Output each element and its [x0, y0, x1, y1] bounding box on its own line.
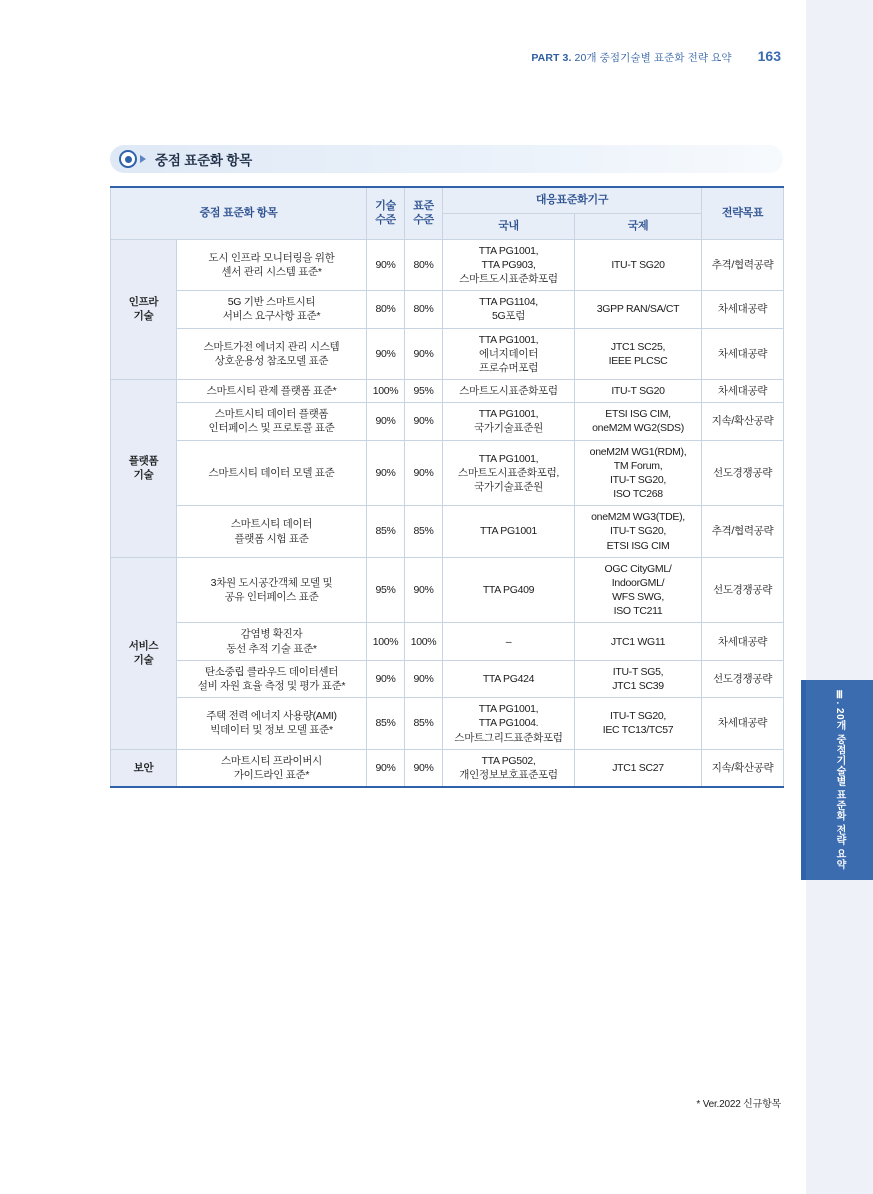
row-tech-level: 85%	[367, 506, 405, 558]
row-org-international	[575, 328, 702, 380]
org-line: ETSI ISG CIM	[606, 539, 670, 552]
row-item-name-line2: 센서 관리 시스템 표준*	[221, 265, 322, 278]
row-org-domestic	[443, 440, 575, 506]
org-line: ITU-T SG20,	[610, 710, 667, 723]
row-item-name-line1: 스마트시티 프라이버시	[220, 754, 323, 767]
side-tab-label: Ⅲ. 20개 중점기술별 표준화 전략 요약	[834, 690, 845, 870]
org-line: 스마트도시표준화포럼	[459, 385, 558, 398]
row-std-level: 80%	[405, 239, 443, 291]
row-org-international	[575, 623, 702, 660]
table-row	[111, 506, 784, 558]
row-item-name-line2: 설비 자원 효율 측정 및 평가 표준*	[197, 679, 346, 692]
org-line: JTC1 SC39	[612, 679, 664, 692]
row-group-label-line1: 서비스	[128, 640, 159, 653]
org-line: oneM2M WG2(SDS)	[592, 422, 684, 435]
row-tech-level: 90%	[367, 328, 405, 380]
row-org-domestic	[443, 380, 575, 403]
row-org-domestic	[443, 660, 575, 697]
row-std-level: 85%	[405, 698, 443, 750]
row-strategy-goal: 선도경쟁공략	[702, 440, 784, 506]
org-line: TTA PG424	[482, 672, 535, 685]
row-std-level: 80%	[405, 291, 443, 328]
row-org-international	[575, 440, 702, 506]
row-item-name	[177, 749, 367, 787]
header-item: 중점 표준화 항목	[111, 187, 367, 239]
row-std-level: 85%	[405, 506, 443, 558]
row-item-name	[177, 291, 367, 328]
row-tech-level: 90%	[367, 440, 405, 506]
row-org-domestic	[443, 506, 575, 558]
header-tech-level	[367, 187, 405, 239]
org-line: OGC CityGML/	[604, 562, 672, 575]
row-strategy-goal: 선도경쟁공략	[702, 557, 784, 623]
table-row	[111, 557, 784, 623]
row-org-domestic	[443, 291, 575, 328]
row-item-name-line1: 스마트시티 관제 플랫폼 표준*	[206, 385, 337, 398]
arrow-right-icon	[140, 155, 146, 163]
row-org-domestic	[443, 749, 575, 787]
row-item-name	[177, 623, 367, 660]
org-line: 스마트그리드표준화포럼	[454, 731, 563, 744]
row-item-name-line1: 감염병 확진자	[240, 628, 303, 641]
row-org-international	[575, 403, 702, 440]
org-line: oneM2M WG1(RDM),	[589, 445, 687, 458]
row-item-name	[177, 698, 367, 750]
row-org-international	[575, 380, 702, 403]
table-head	[111, 187, 784, 239]
org-line: 스마트도시표준화포럼	[459, 273, 558, 286]
table-row	[111, 698, 784, 750]
row-tech-level: 90%	[367, 749, 405, 787]
row-tech-level: 100%	[367, 380, 405, 403]
header-tech-level-line2: 수준	[375, 214, 396, 227]
row-item-name-line1: 도시 인프라 모니터링을 위한	[208, 251, 335, 264]
row-group-label-line1: 플랫폼	[128, 455, 159, 468]
org-line: ITU-T SG20	[611, 385, 665, 398]
org-line: TTA PG1001,	[478, 703, 539, 716]
row-group-label-line2: 기술	[133, 469, 154, 482]
org-line: ITU-T SG20	[611, 258, 665, 271]
row-item-name-line1: 주택 전력 에너지 사용량(AMI)	[206, 710, 337, 723]
row-org-international	[575, 506, 702, 558]
row-std-level: 90%	[405, 749, 443, 787]
row-std-level: 90%	[405, 328, 443, 380]
row-item-name-line2: 인터페이스 및 프로토콜 표준	[208, 422, 335, 435]
row-group-label-line2: 기술	[133, 654, 154, 667]
row-strategy-goal: 차세대공략	[702, 623, 784, 660]
header-goal: 전략목표	[702, 187, 784, 239]
row-group-label-line2: 기술	[133, 310, 154, 323]
row-item-name-line1: 스마트시티 데이터 플랫폼	[214, 408, 329, 421]
section-title: 중점 표준화 항목	[155, 153, 252, 168]
row-item-name-line2: 빅데이터 및 정보 모델 표준*	[210, 724, 333, 737]
row-item-name	[177, 328, 367, 380]
org-line: ETSI ISG CIM,	[605, 408, 671, 421]
row-item-name-line1: 스마트시티 데이터	[230, 518, 313, 531]
section-title-bar	[110, 145, 783, 173]
org-line: IEEE PLCSC	[608, 354, 668, 367]
row-item-name	[177, 403, 367, 440]
side-tab-marker	[806, 680, 873, 880]
bullet-circle-icon	[119, 150, 137, 168]
header-breadcrumb-text: 20개 중점기술별 표준화 전략 요약	[574, 52, 732, 64]
row-strategy-goal: 차세대공략	[702, 328, 784, 380]
row-item-name-line1: 스마트시티 데이터 모델 표준	[208, 466, 335, 479]
row-strategy-goal: 지속/확산공략	[702, 403, 784, 440]
page-number: 163	[757, 48, 781, 64]
row-org-international	[575, 660, 702, 697]
org-line: ITU-T SG20,	[610, 525, 667, 538]
table-row	[111, 440, 784, 506]
org-line: IndoorGML/	[611, 576, 665, 589]
row-strategy-goal: 선도경쟁공략	[702, 660, 784, 697]
org-line: 에너지데이터	[478, 347, 539, 360]
header-org-domestic: 국내	[443, 213, 575, 239]
row-org-international	[575, 239, 702, 291]
standardization-items-table	[110, 186, 784, 788]
row-tech-level: 95%	[367, 557, 405, 623]
row-org-domestic	[443, 403, 575, 440]
org-line: 프로슈머포럼	[478, 361, 539, 374]
row-strategy-goal: 지속/확산공략	[702, 749, 784, 787]
org-line: 개인정보보호표준포럼	[459, 768, 558, 781]
row-group-label	[111, 239, 177, 379]
header-part-label: PART 3.	[531, 52, 572, 64]
org-line: 3GPP RAN/SA/CT	[596, 303, 680, 316]
org-line: 스마트도시표준화포럼,	[457, 466, 560, 479]
row-strategy-goal: 추격/협력공략	[702, 239, 784, 291]
row-item-name	[177, 239, 367, 291]
org-line: TTA PG1001,	[478, 244, 539, 257]
org-line: TTA PG1004.	[478, 717, 539, 730]
row-group-label	[111, 380, 177, 558]
row-tech-level: 85%	[367, 698, 405, 750]
org-line: JTC1 WG11	[610, 635, 666, 648]
header-breadcrumb	[531, 50, 731, 65]
org-line: TTA PG1001,	[478, 333, 539, 346]
table-row	[111, 291, 784, 328]
header-org-international: 국제	[575, 213, 702, 239]
row-std-level: 100%	[405, 623, 443, 660]
row-org-domestic	[443, 557, 575, 623]
table-row	[111, 660, 784, 697]
row-tech-level: 80%	[367, 291, 405, 328]
row-item-name-line1: 3차원 도시공간객체 모델 및	[210, 576, 333, 589]
table-row	[111, 623, 784, 660]
org-line: ITU-T SG5,	[612, 665, 664, 678]
org-line: ISO TC268	[613, 488, 663, 501]
row-org-international	[575, 557, 702, 623]
row-org-international	[575, 291, 702, 328]
org-line: –	[505, 635, 512, 648]
row-item-name	[177, 506, 367, 558]
org-line: IEC TC13/TC57	[602, 724, 674, 737]
row-strategy-goal: 차세대공략	[702, 291, 784, 328]
table-row	[111, 380, 784, 403]
org-line: JTC1 SC25,	[610, 340, 666, 353]
org-line: ISO TC211	[613, 605, 663, 618]
org-line: TTA PG1104,	[479, 296, 538, 309]
org-line: oneM2M WG3(TDE),	[591, 511, 685, 524]
header-std-level-line2: 수준	[413, 214, 434, 227]
org-line: 국가기술표준원	[474, 422, 543, 435]
org-line: 5G포럼	[491, 310, 526, 323]
table-row	[111, 239, 784, 291]
row-item-name-line2: 플랫폼 시험 표준	[234, 532, 309, 545]
row-std-level: 90%	[405, 557, 443, 623]
row-item-name-line1: 탄소중립 클라우드 데이터센터	[204, 665, 339, 678]
row-std-level: 90%	[405, 403, 443, 440]
org-line: TTA PG1001,	[478, 408, 539, 421]
row-std-level: 90%	[405, 660, 443, 697]
header-org-group: 대응표준화기구	[443, 187, 702, 213]
org-line: ITU-T SG20,	[610, 473, 667, 486]
row-item-name-line2: 동선 추적 기술 표준*	[226, 642, 317, 655]
row-std-level: 95%	[405, 380, 443, 403]
org-line: TM Forum,	[613, 459, 663, 472]
footnote: * Ver.2022 신규항목	[696, 1099, 781, 1110]
row-tech-level: 100%	[367, 623, 405, 660]
table-row	[111, 328, 784, 380]
row-item-name-line1: 스마트가전 에너지 관리 시스템	[203, 340, 340, 353]
row-item-name	[177, 557, 367, 623]
header-std-level-line1: 표준	[413, 199, 434, 212]
row-org-domestic	[443, 328, 575, 380]
row-org-domestic	[443, 239, 575, 291]
row-item-name-line1: 5G 기반 스마트시티	[227, 296, 316, 309]
row-group-label	[111, 557, 177, 749]
row-item-name	[177, 440, 367, 506]
row-item-name	[177, 380, 367, 403]
org-line: TTA PG1001	[480, 525, 537, 538]
row-strategy-goal: 차세대공략	[702, 698, 784, 750]
row-std-level: 90%	[405, 440, 443, 506]
org-line: TTA PG502,	[481, 754, 536, 767]
row-group-label-line1: 인프라	[128, 296, 159, 309]
row-org-international	[575, 749, 702, 787]
row-item-name	[177, 660, 367, 697]
row-strategy-goal: 차세대공략	[702, 380, 784, 403]
org-line: TTA PG1001,	[478, 452, 539, 465]
row-org-international	[575, 698, 702, 750]
row-item-name-line2: 서비스 요구사항 표준*	[222, 310, 321, 323]
page-header	[531, 48, 781, 65]
table-row	[111, 403, 784, 440]
row-org-domestic	[443, 623, 575, 660]
row-group-label-line1: 보안	[133, 761, 154, 774]
table-header-row-1	[111, 187, 784, 213]
org-line: WFS SWG,	[612, 591, 664, 604]
row-item-name-line2: 상호운용성 참조모델 표준	[214, 354, 329, 367]
org-line: TTA PG409	[482, 584, 535, 597]
org-line: 국가기술표준원	[474, 481, 543, 493]
row-tech-level: 90%	[367, 239, 405, 291]
table-row	[111, 749, 784, 787]
table-body	[111, 239, 784, 787]
row-strategy-goal: 추격/협력공략	[702, 506, 784, 558]
org-line: JTC1 SC27	[612, 761, 664, 774]
header-tech-level-line1: 기술	[375, 199, 396, 212]
row-item-name-line2: 가이드라인 표준*	[233, 768, 310, 781]
row-org-domestic	[443, 698, 575, 750]
row-item-name-line2: 공유 인터페이스 표준	[224, 591, 319, 604]
row-tech-level: 90%	[367, 660, 405, 697]
row-tech-level: 90%	[367, 403, 405, 440]
side-tab-background	[806, 0, 873, 1194]
header-std-level	[405, 187, 443, 239]
org-line: TTA PG903,	[481, 258, 536, 271]
row-group-label	[111, 749, 177, 787]
